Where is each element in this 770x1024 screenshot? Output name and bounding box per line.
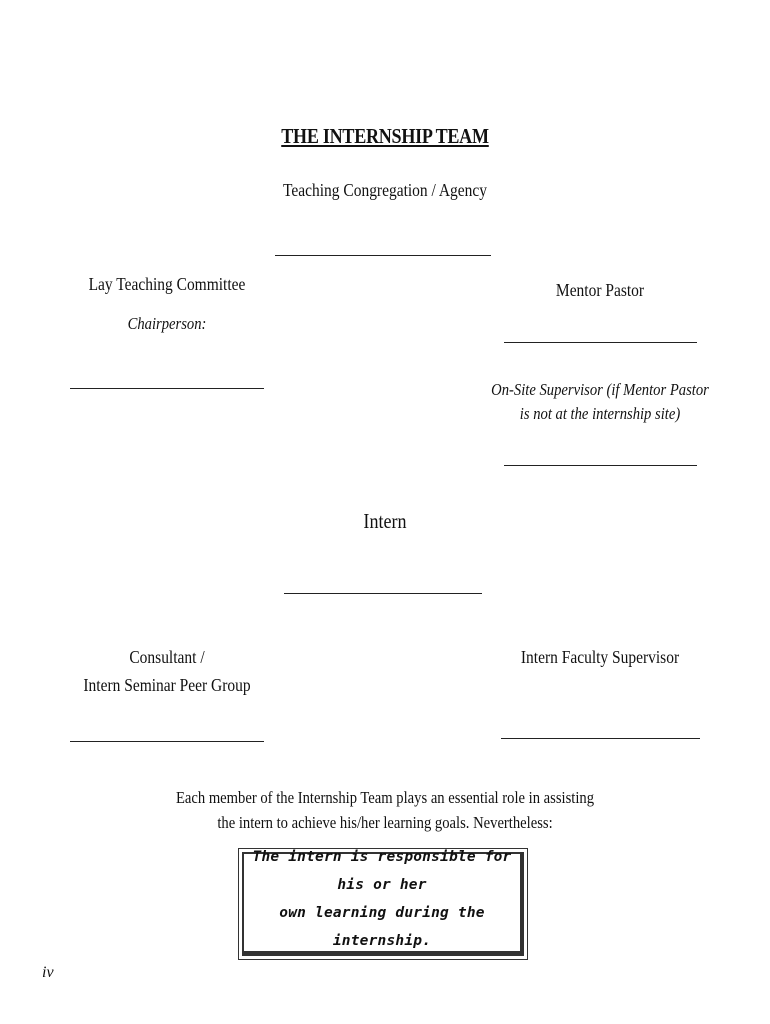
- teaching-congregation-signature-line: [275, 255, 491, 256]
- faculty-supervisor-label: Intern Faculty Supervisor: [520, 647, 680, 667]
- page-number: iv: [42, 964, 54, 981]
- mentor-pastor-signature-line: [504, 342, 697, 343]
- onsite-supervisor-line2: is not at the internship site): [519, 404, 681, 423]
- responsibility-note-box: [238, 848, 528, 960]
- teaching-congregation-label: Teaching Congregation / Agency: [283, 180, 487, 200]
- summary-line1: Each member of the Internship Team plays an essential role in assisting: [175, 788, 595, 807]
- chairperson-label: Chairperson:: [127, 314, 207, 333]
- responsibility-note-line1: The intern is responsible for his or her: [252, 848, 512, 893]
- responsibility-note-line2: own learning during the internship.: [279, 904, 485, 949]
- mentor-pastor-label: Mentor Pastor: [555, 280, 645, 300]
- summary-line2: the intern to achieve his/her learning goals. Nevertheless:: [217, 813, 553, 832]
- page-title: THE INTERNSHIP TEAM: [281, 124, 489, 148]
- faculty-supervisor-signature-line: [501, 738, 700, 739]
- consultant-signature-line: [70, 741, 264, 742]
- intern-signature-line: [284, 593, 482, 594]
- responsibility-note-frame: [242, 848, 524, 956]
- lay-committee-signature-line: [70, 388, 264, 389]
- onsite-supervisor-line1: On-Site Supervisor (if Mentor Pastor: [491, 380, 709, 399]
- consultant-line1: Consultant /: [129, 647, 205, 667]
- intern-label: Intern: [363, 509, 407, 533]
- responsibility-note-text: [244, 843, 520, 955]
- consultant-line2: Intern Seminar Peer Group: [83, 675, 251, 695]
- lay-committee-label: Lay Teaching Committee: [88, 274, 246, 294]
- onsite-supervisor-signature-line: [504, 465, 697, 466]
